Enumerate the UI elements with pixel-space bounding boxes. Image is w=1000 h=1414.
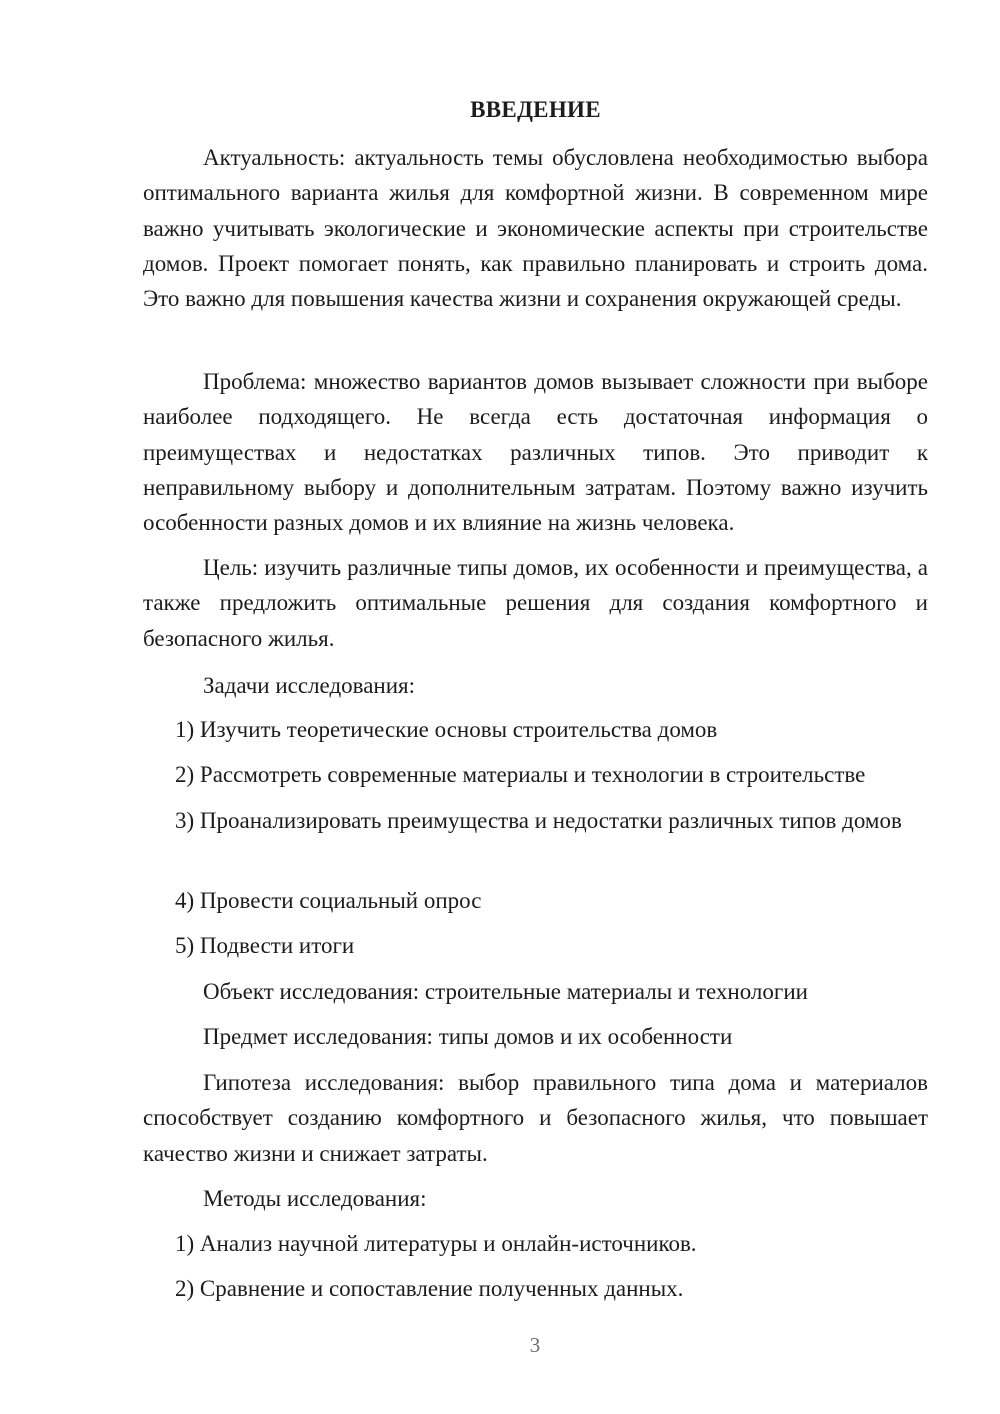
- task-item-4: 4) Провести социальный опрос: [175, 888, 482, 913]
- task-item-2: 2) Рассмотреть современные материалы и технологии в строительстве: [175, 762, 866, 787]
- goal-paragraph: Цель: изучить различные типы домов, их особенности и преимущества, а также предложить оптимальные решения для создания комфортного и безопасного жилья.: [143, 555, 928, 651]
- method-item-1: 1) Анализ научной литературы и онлайн-источников.: [175, 1231, 697, 1256]
- task-item-3: 3) Проанализировать преимущества и недостатки различных типов домов: [175, 808, 902, 833]
- section-heading: ВВЕДЕНИЕ: [470, 97, 601, 122]
- methods-title: Методы исследования:: [203, 1186, 427, 1211]
- tasks-title: Задачи исследования:: [203, 673, 416, 698]
- task-item-5: 5) Подвести итоги: [175, 933, 355, 958]
- research-subject: Предмет исследования: типы домов и их особенности: [203, 1024, 733, 1049]
- hypothesis-paragraph: Гипотеза исследования: выбор правильного типа дома и материалов способствует созданию комфортного и безопасного жилья, что повышает качество жизни и снижает затраты.: [143, 1070, 928, 1166]
- research-object: Объект исследования: строительные материалы и технологии: [203, 979, 808, 1004]
- page-number: 3: [529, 1333, 541, 1357]
- problem-paragraph: Проблема: множество вариантов домов вызывает сложности при выборе наиболее подходящего. Не всегда есть достаточная информация о преимуществах и недостатках различных типов. Это приводит к неправильному выбору и дополнительным затратам. Поэтому важно изучить особенности разных домов и их влияние на жизнь человека.: [143, 369, 928, 536]
- method-item-2: 2) Сравнение и сопоставление полученных данных.: [175, 1276, 684, 1301]
- task-item-1: 1) Изучить теоретические основы строительства домов: [175, 717, 718, 742]
- relevance-paragraph: Актуальность: актуальность темы обусловлена необходимостью выбора оптимального варианта жилья для комфортной жизни. В современном мире важно учитывать экологические и экономические аспекты при строительстве домов. Проект помогает понять, как правильно планировать и строить дома. Это важно для повышения качества жизни и сохранения окружающей среды.: [143, 145, 928, 312]
